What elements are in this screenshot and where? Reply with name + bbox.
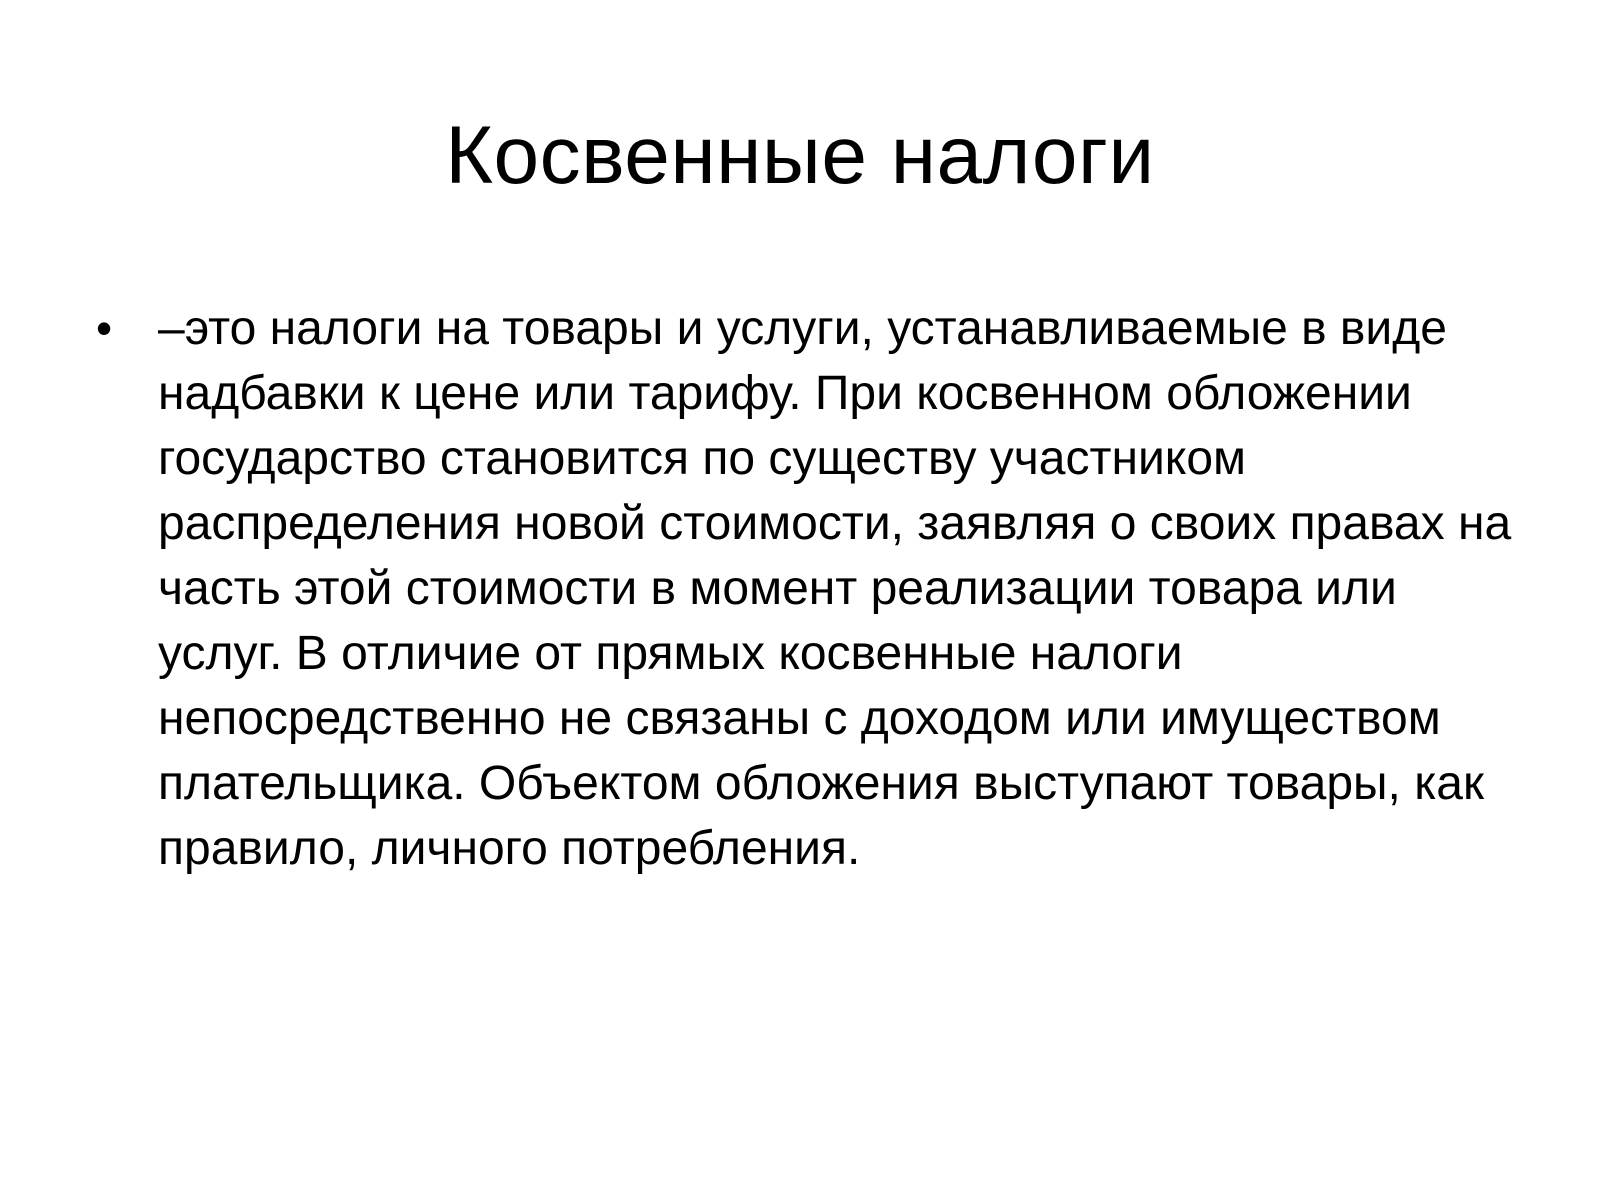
bullet-text: –это налоги на товары и услуги, устанавливаемые в виде надбавки к цене или тарифу. При косвенном обложении государство становится по существу участником распределения новой стоимости, заявляя о своих правах на часть этой стоимости в момент реализации товара или услуг. В отличие от прямых косвенные налоги непосредственно не связаны с доходом или имуществом плательщика. Объектом обложения выступают товары, как правило, личного потребления. <box>158 302 1512 875</box>
bullet-icon: • <box>96 302 113 354</box>
slide-body <box>96 296 1516 881</box>
bullet-item <box>96 296 1516 881</box>
slide-title: Косвенные налоги <box>445 110 1155 201</box>
